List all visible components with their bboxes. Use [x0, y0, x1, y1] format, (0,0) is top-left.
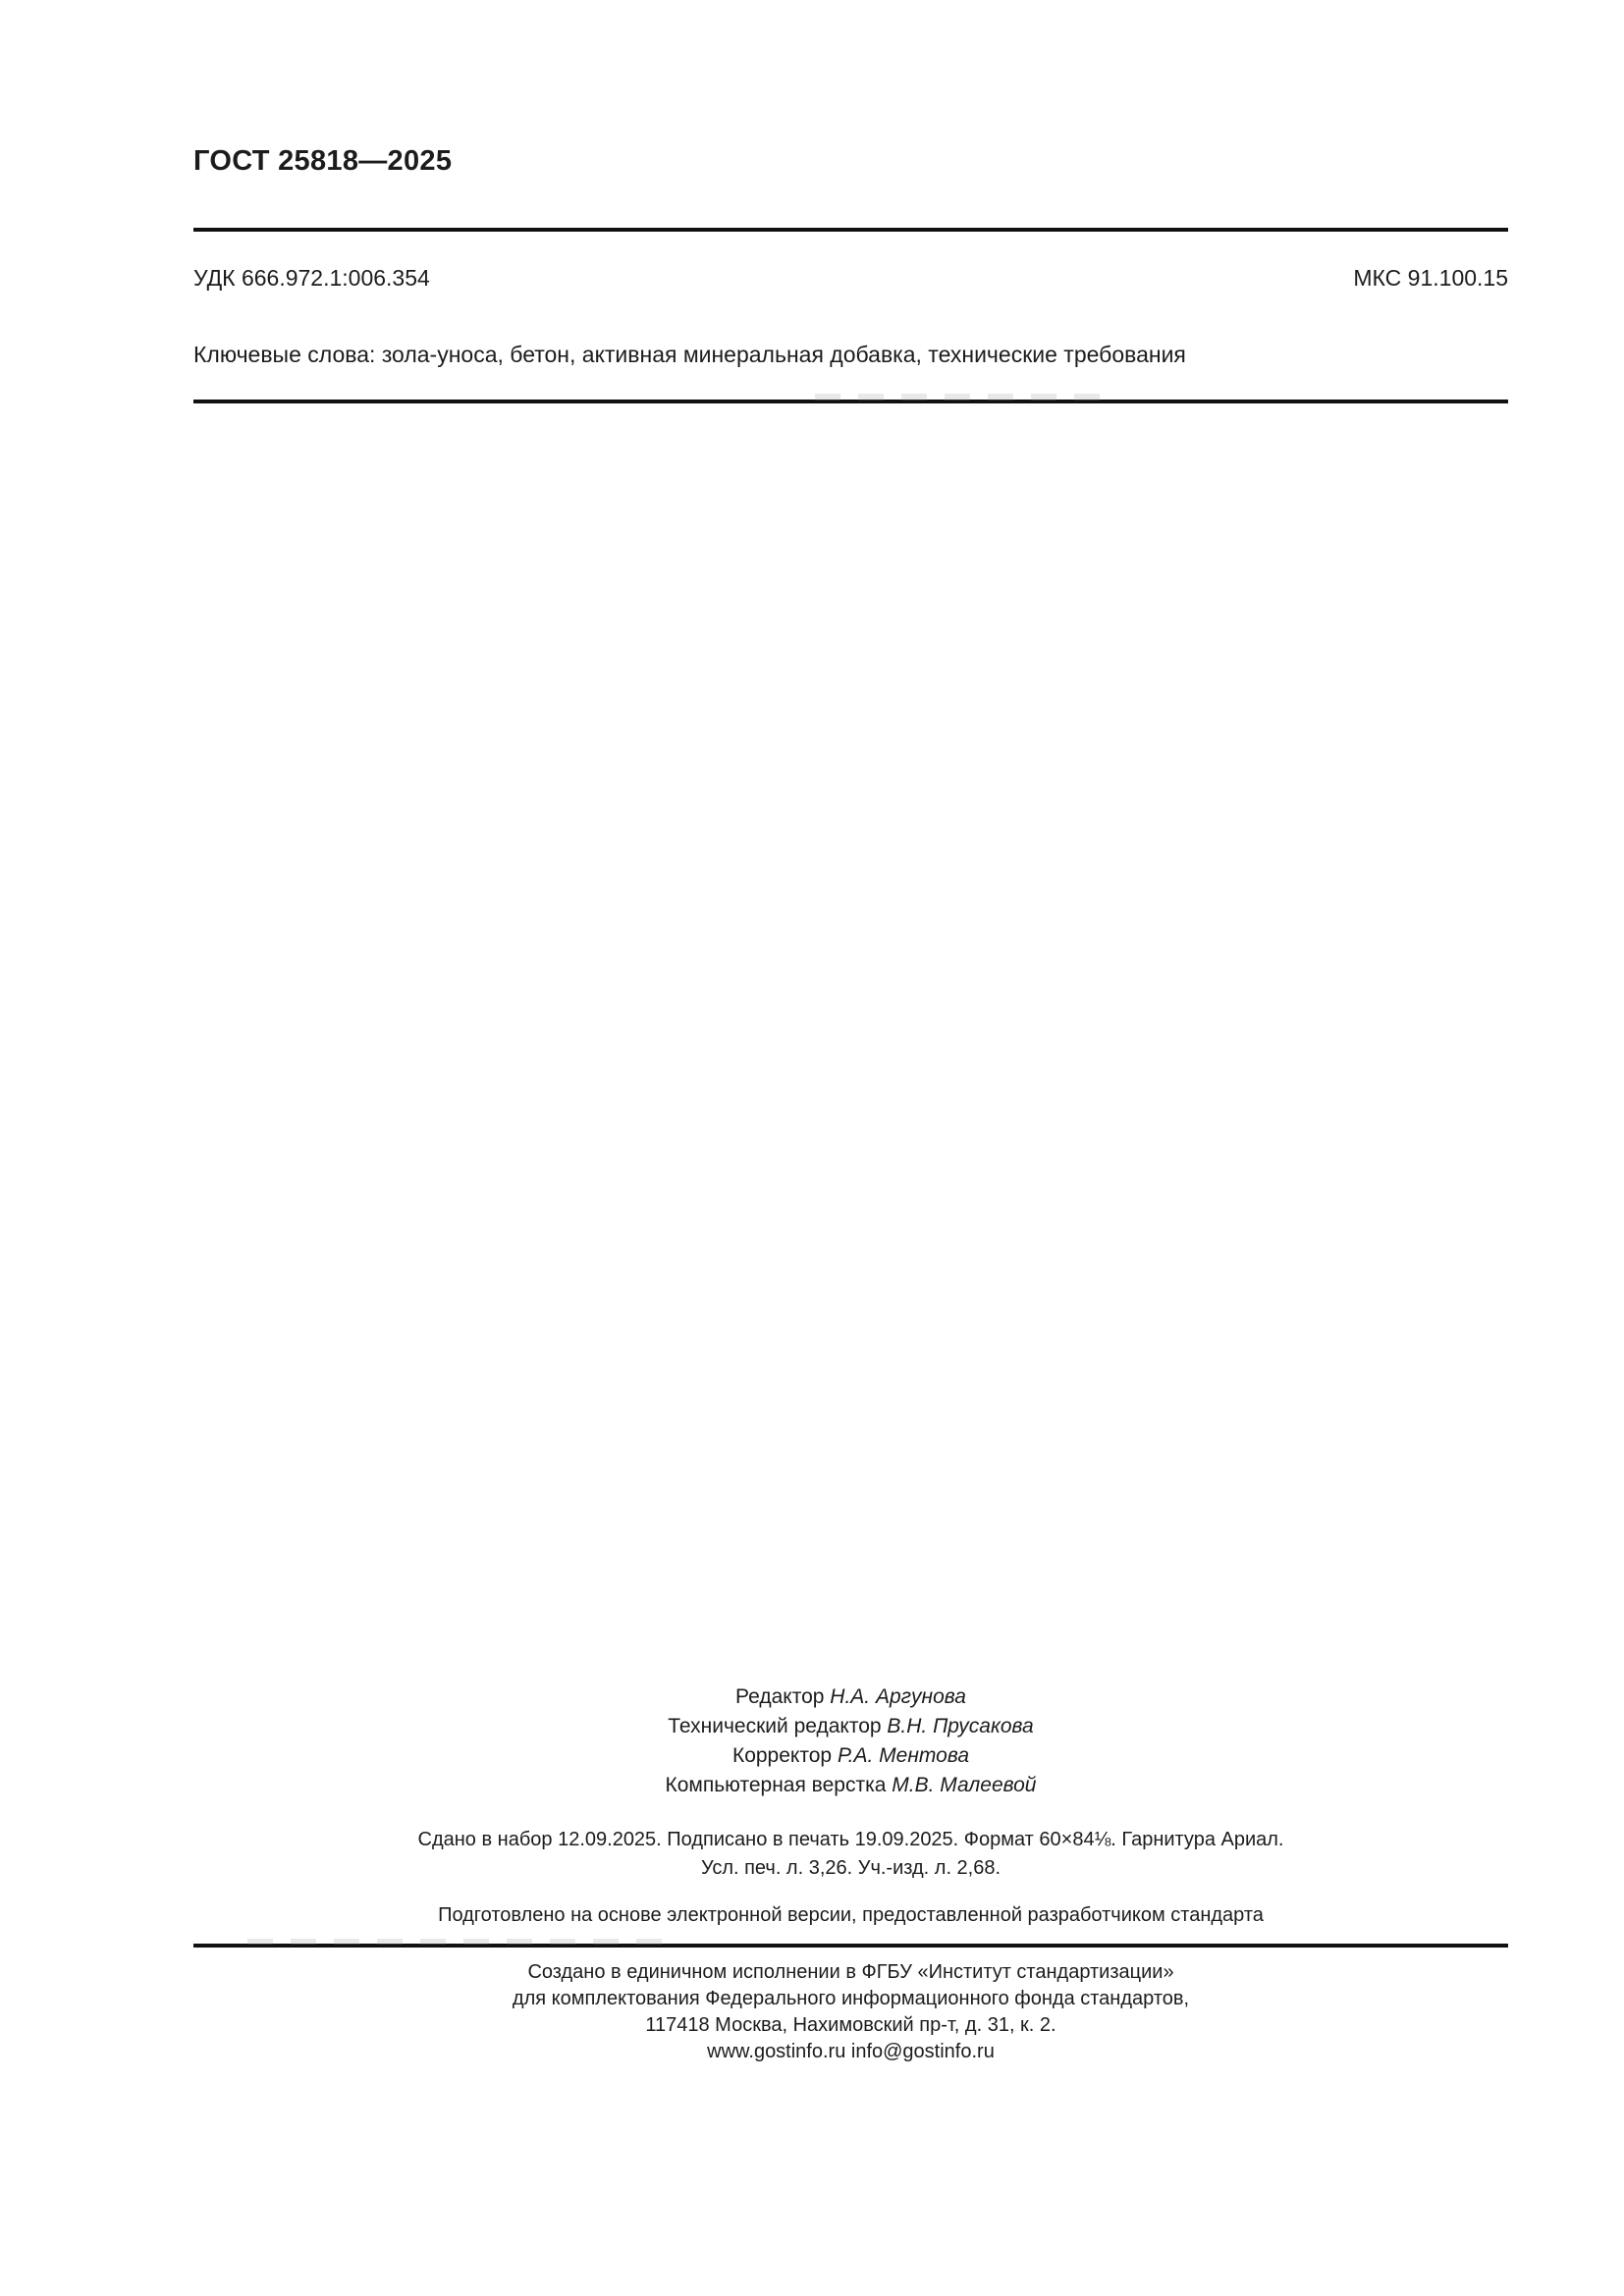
credit-name: В.Н. Прусакова [887, 1715, 1034, 1737]
scan-artifact [247, 1939, 670, 1945]
imprint-line-1: Сдано в набор 12.09.2025. Подписано в печать 19.09.2025. Формат 60×84⅛. Гарнитура Ариал. [417, 1829, 1284, 1850]
doc-code: ГОСТ 25818—2025 [193, 145, 453, 177]
divider-top [193, 228, 1508, 232]
credit-line-layout [193, 1771, 1508, 1800]
publisher-line-1: Создано в единичном исполнении в ФГБУ «Институт стандартизации» [527, 1961, 1174, 1983]
mks-code: МКС 91.100.15 [1353, 265, 1508, 291]
keywords-line: Ключевые слова: зола-уноса, бетон, активная минеральная добавка, технические требования [193, 342, 1186, 367]
publisher-contacts: www.gostinfo.ru info@gostinfo.ru [707, 2041, 995, 2062]
publisher-block [193, 1959, 1508, 2065]
credit-line-technical-editor [193, 1712, 1508, 1741]
credit-name: М.В. Малеевой [892, 1774, 1037, 1796]
publisher-address: 117418 Москва, Нахимовский пр-т, д. 31, к. 2. [645, 2014, 1056, 2036]
scan-artifact [815, 394, 1114, 400]
credit-line-editor [193, 1682, 1508, 1712]
udk-code: УДК 666.972.1:006.354 [193, 265, 430, 291]
credit-role: Редактор [735, 1685, 825, 1708]
imprint-block [193, 1826, 1508, 1883]
credit-line-corrector [193, 1741, 1508, 1771]
credit-name: Н.А. Аргунова [830, 1685, 966, 1708]
credits-block [193, 1682, 1508, 1800]
classification-row [193, 265, 1508, 292]
credit-role: Технический редактор [668, 1715, 882, 1737]
credit-role: Компьютерная верстка [665, 1774, 887, 1796]
publisher-line-2: для комплектования Федерального информационного фонда стандартов, [512, 1988, 1190, 2009]
prepared-note: Подготовлено на основе электронной версии, предоставленной разработчиком стандарта [438, 1904, 1264, 1926]
credit-name: Р.А. Ментова [837, 1744, 970, 1767]
credit-role: Корректор [731, 1744, 833, 1767]
imprint-line-2: Усл. печ. л. 3,26. Уч.-изд. л. 2,68. [700, 1857, 1001, 1879]
